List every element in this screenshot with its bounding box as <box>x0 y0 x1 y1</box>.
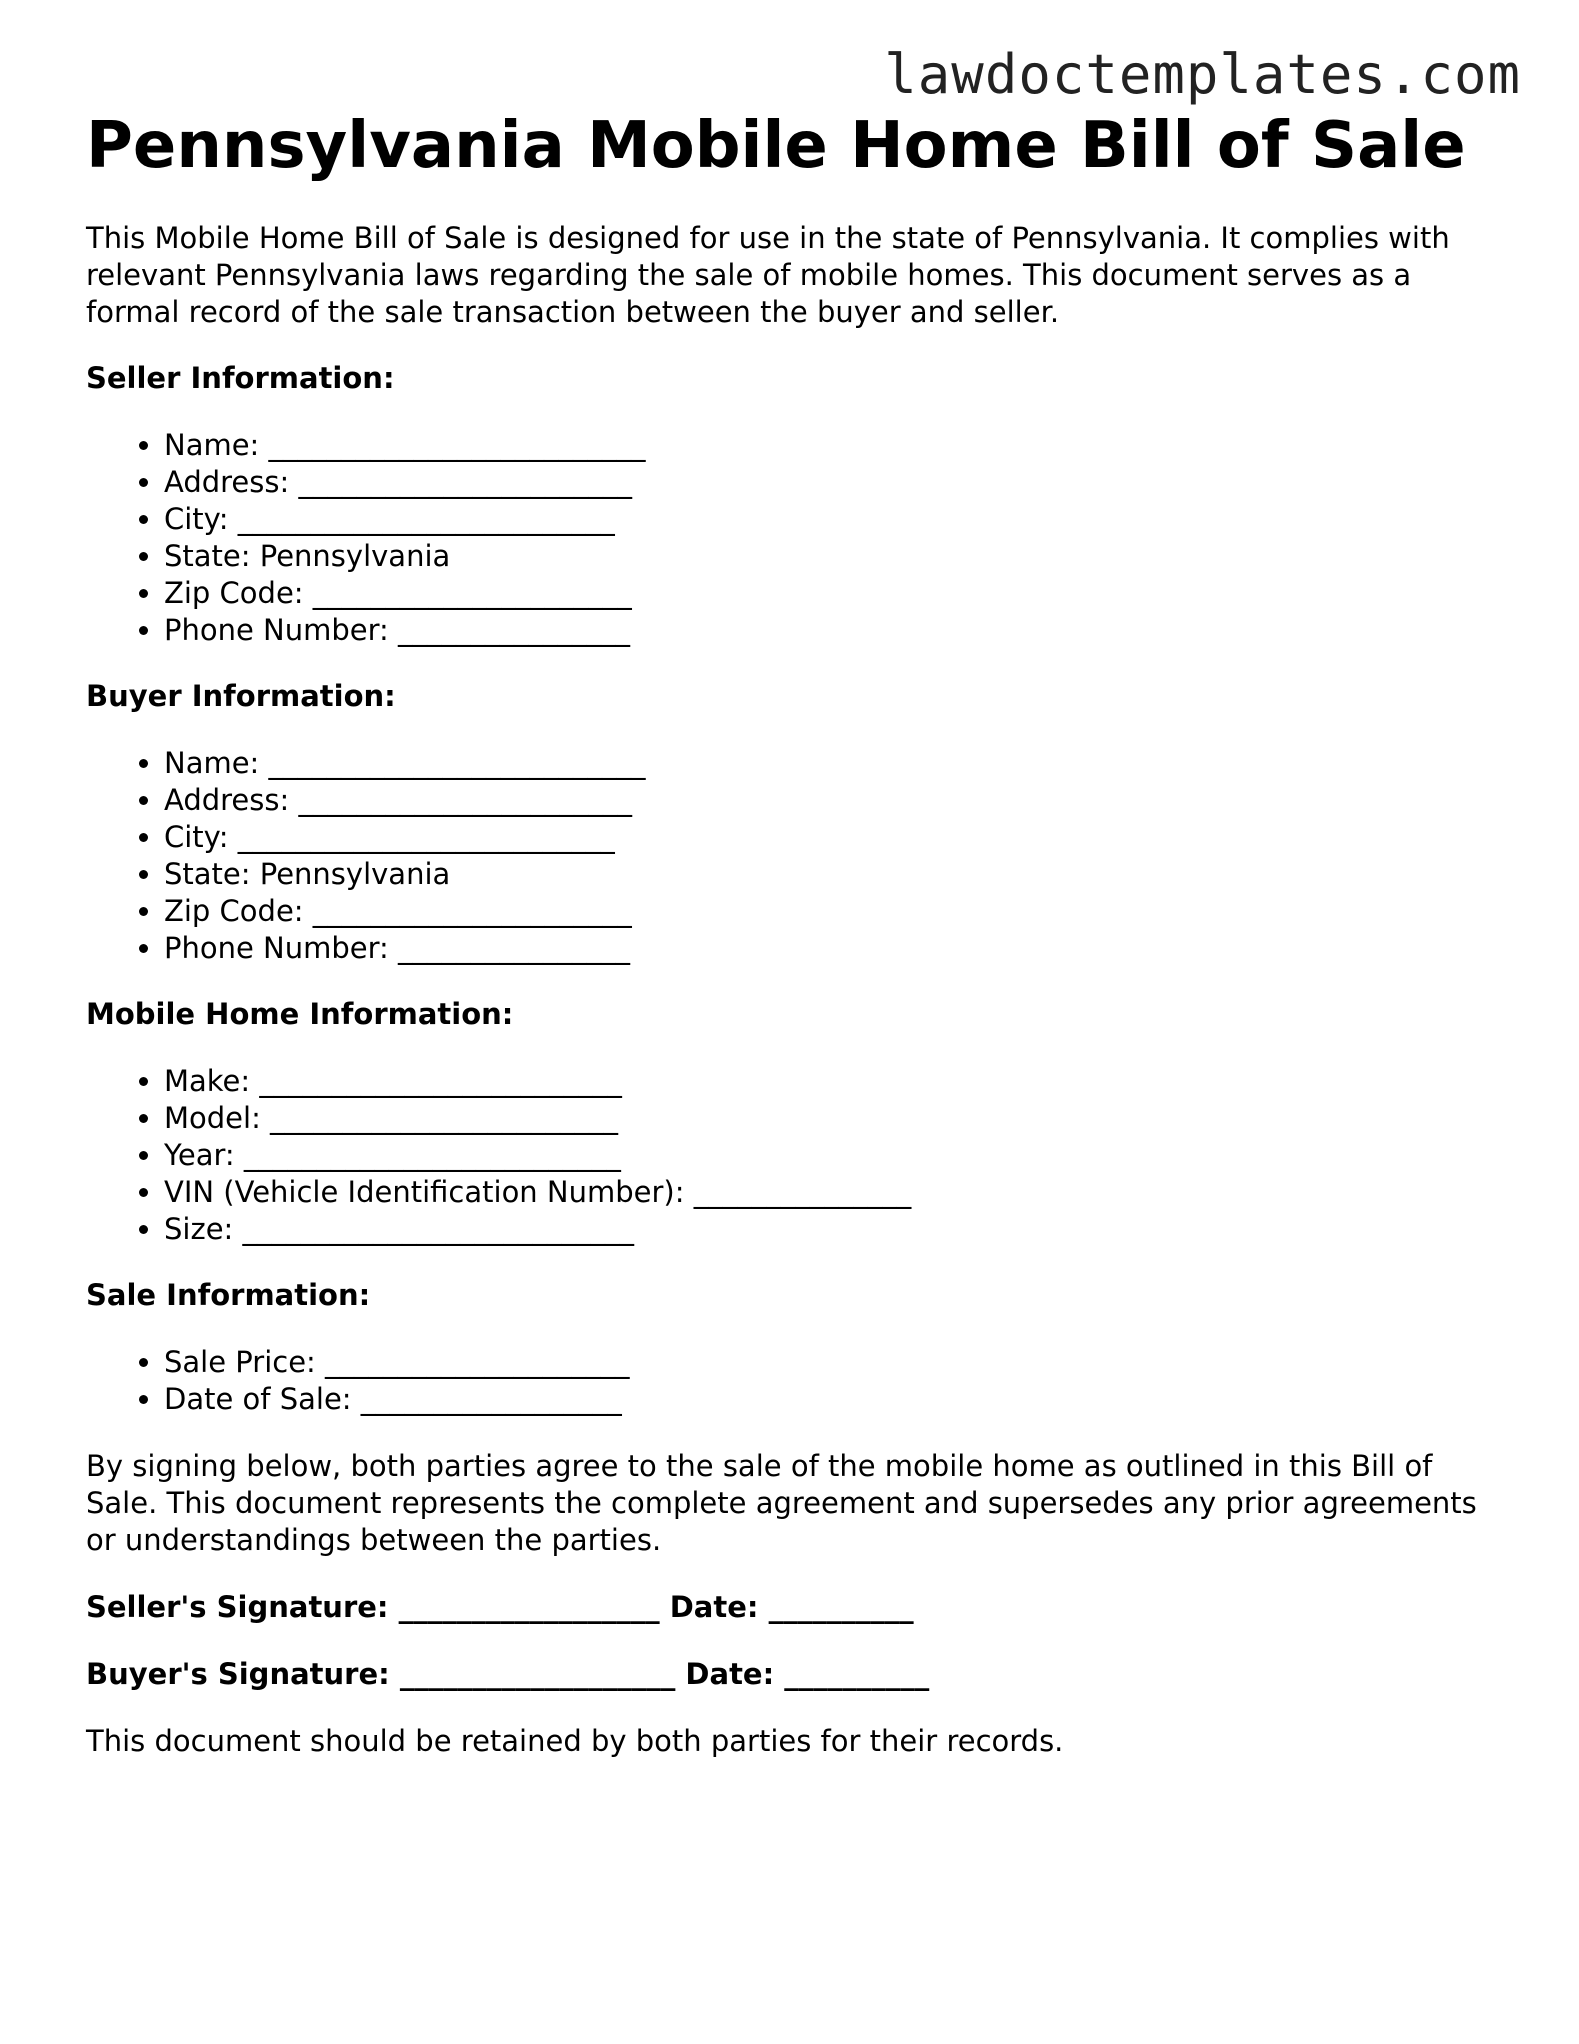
buyer-signature-line: Buyer's Signature: ___________________ Date: __________ <box>86 1657 930 1691</box>
list-item: • Zip Code: ______________________ <box>164 893 1506 930</box>
seller-heading: Seller Information: <box>86 361 395 395</box>
list-item: • State: Pennsylvania <box>164 538 1506 575</box>
list-item: • Size: ___________________________ <box>164 1211 1506 1248</box>
buyer-heading: Buyer Information: <box>86 679 396 713</box>
list-item: • State: Pennsylvania <box>164 856 1506 893</box>
list-item: • Name: __________________________ <box>164 427 1506 464</box>
list-item: • Address: _______________________ <box>164 782 1506 819</box>
watermark: lawdoctemplates.com <box>884 43 1521 106</box>
list-item: • VIN (Vehicle Identification Number): _______________ <box>164 1174 1506 1211</box>
list-item: • Address: _______________________ <box>164 464 1506 501</box>
agreement-paragraph: By signing below, both parties agree to the sale of the mobile home as outlined in this Bill of Sale. This document represents the complete agreement and supersedes any prior agreements or understandings between the parties. <box>86 1449 1477 1557</box>
list-item: • Sale Price: _____________________ <box>164 1344 1506 1381</box>
list-item: • Date of Sale: __________________ <box>164 1381 1506 1418</box>
intro-paragraph: This Mobile Home Bill of Sale is designed for use in the state of Pennsylvania. It complies with relevant Pennsylvania laws regarding the sale of mobile homes. This document serves as a formal record of the sale transaction between the buyer and seller. <box>86 221 1450 329</box>
list-item: • Year: __________________________ <box>164 1137 1506 1174</box>
seller-signature-line: Seller's Signature: __________________ Date: __________ <box>86 1590 914 1624</box>
sale-heading: Sale Information: <box>86 1278 371 1312</box>
list-item: • Phone Number: ________________ <box>164 612 1506 649</box>
list-item: • Phone Number: ________________ <box>164 930 1506 967</box>
list-item: • Make: _________________________ <box>164 1063 1506 1100</box>
buyer-list <box>86 745 1506 967</box>
closing-note: This document should be retained by both parties for their records. <box>86 1724 1064 1758</box>
page-title: Pennsylvania Mobile Home Bill of Sale <box>86 109 1466 183</box>
sale-list <box>86 1344 1506 1418</box>
seller-list <box>86 427 1506 649</box>
list-item: • Zip Code: ______________________ <box>164 575 1506 612</box>
mobile-home-heading: Mobile Home Information: <box>86 997 514 1031</box>
list-item: • Model: ________________________ <box>164 1100 1506 1137</box>
list-item: • Name: __________________________ <box>164 745 1506 782</box>
list-item: • City: __________________________ <box>164 501 1506 538</box>
document-body <box>86 108 1506 1760</box>
mobile-home-list <box>86 1063 1506 1248</box>
list-item: • City: __________________________ <box>164 819 1506 856</box>
